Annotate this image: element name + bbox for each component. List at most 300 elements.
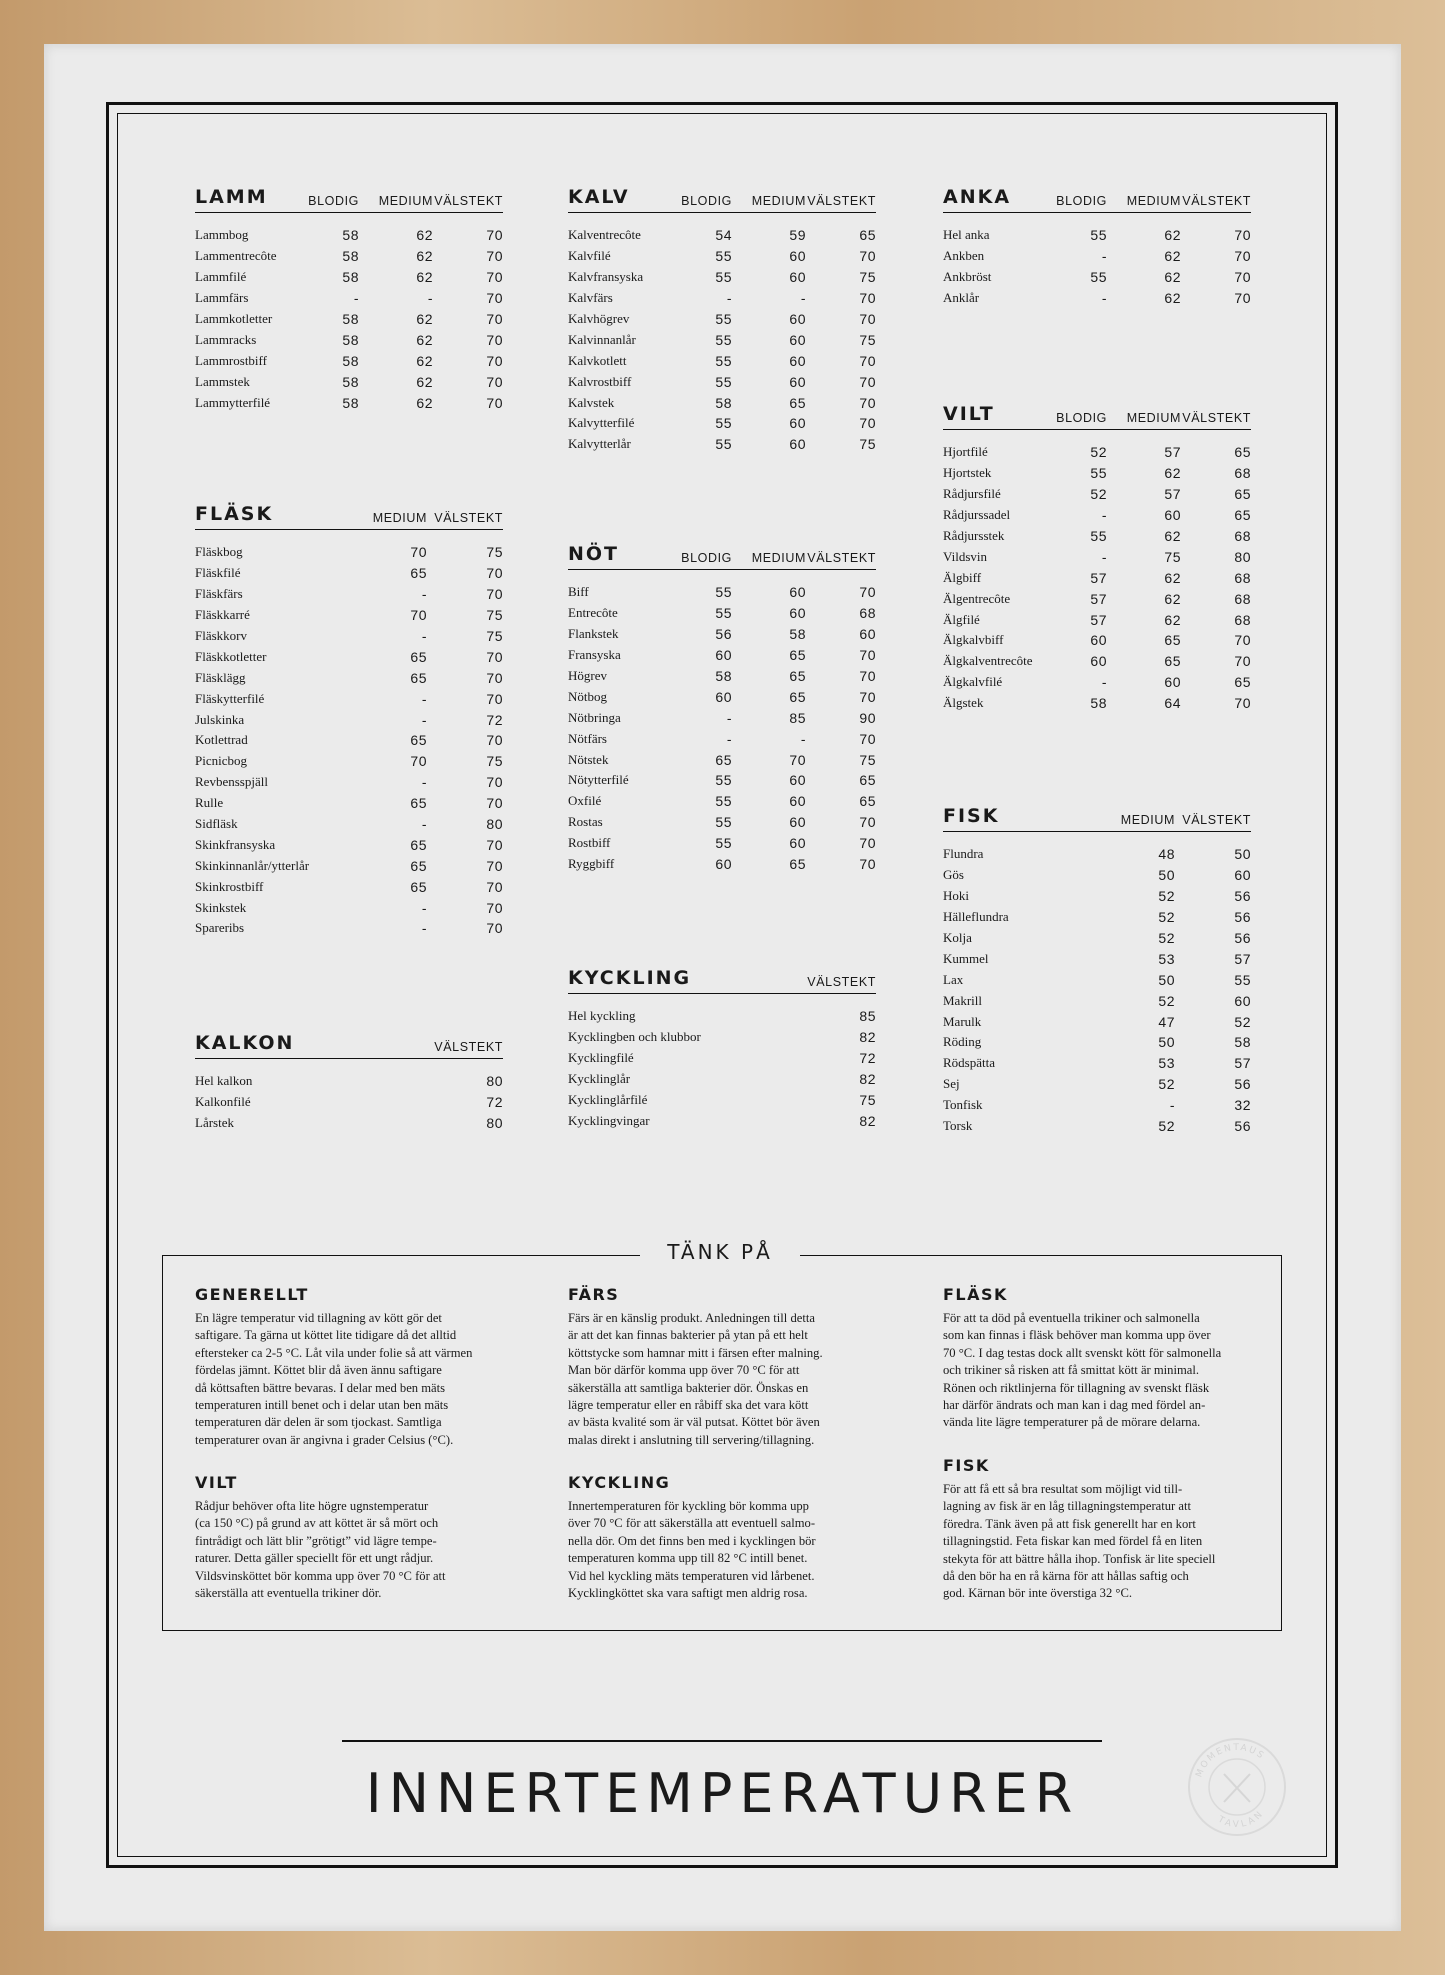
temperature-value: 75 <box>486 753 503 770</box>
note-line: säkerställa att eventuella trikiner dör. <box>195 1586 382 1601</box>
temperature-value: 62 <box>416 227 433 244</box>
table-row <box>568 833 876 854</box>
note-text <box>568 1310 878 1449</box>
temperature-value: 70 <box>859 248 876 265</box>
temperature-value: 70 <box>410 544 427 561</box>
temperature-value: 50 <box>1234 846 1251 863</box>
note-line: då den bör ha en rå kärna för att hållas saftig och <box>943 1569 1189 1584</box>
cut-name: Torsk <box>943 1118 973 1134</box>
table-title: KYCKLING <box>568 967 692 989</box>
cut-name: Kycklingfilé <box>568 1050 634 1066</box>
temperature-value: 58 <box>342 248 359 265</box>
table-header <box>195 1032 503 1059</box>
cut-name: Fläskytterfilé <box>195 690 265 706</box>
temperature-value: 65 <box>1234 674 1251 691</box>
note-line: säkerställa att samtliga bakterier dör. Önskas en <box>568 1380 809 1395</box>
note-generellt <box>195 1285 505 1449</box>
table-row <box>195 793 503 814</box>
temperature-value: 70 <box>1234 632 1251 649</box>
temperature-value: 55 <box>715 814 732 831</box>
table-header <box>568 543 876 570</box>
cut-name: Skinkinnanlår/ytterlår <box>195 857 310 873</box>
temperature-value: 47 <box>1158 1013 1175 1030</box>
note-line: fördelas jämnt. Köttet blir då även ännu saftigare <box>195 1363 442 1378</box>
temperature-value: 70 <box>486 899 503 916</box>
cut-name: Kalvfärs <box>568 290 613 306</box>
cut-name: Nötfärs <box>568 730 607 746</box>
temperature-value: 60 <box>789 269 806 286</box>
cut-name: Gös <box>943 867 964 883</box>
temperature-value: 60 <box>715 856 732 873</box>
temperature-value: 72 <box>486 711 503 728</box>
table-row <box>195 876 503 897</box>
cut-name: Kycklinglår <box>568 1071 631 1087</box>
table-row <box>195 814 503 835</box>
cut-name: Rostas <box>568 814 603 830</box>
table-row <box>943 1095 1251 1116</box>
cut-name: Kalvfilé <box>568 248 611 264</box>
temperature-value: 65 <box>410 878 427 895</box>
temperature-value: 60 <box>789 584 806 601</box>
temperature-value: 70 <box>486 795 503 812</box>
temperature-value: 80 <box>486 1073 503 1090</box>
temperature-value: 60 <box>789 311 806 327</box>
temperature-value: 57 <box>1234 1055 1251 1072</box>
table-row <box>943 225 1251 246</box>
cut-name: Rulle <box>195 795 224 811</box>
table-row <box>568 1069 876 1090</box>
cut-name: Oxfilé <box>568 793 602 809</box>
note-line: Vildsvinsköttet bör komma upp över 70 °C för att <box>195 1568 446 1583</box>
note-flask <box>943 1285 1253 1432</box>
temperature-value: 60 <box>789 415 806 432</box>
temperature-value: 65 <box>789 394 806 411</box>
temperature-value: - <box>427 290 433 307</box>
table-title: NÖT <box>568 543 620 565</box>
table-header <box>568 186 876 213</box>
cut-name: Kalvrostbiff <box>568 373 632 389</box>
temperature-value: - <box>726 709 732 726</box>
table-row <box>568 582 876 603</box>
note-text <box>568 1498 878 1602</box>
cut-name: Lammbog <box>195 227 249 243</box>
cut-name: Anklår <box>943 290 980 306</box>
table-row <box>195 1092 503 1113</box>
temperature-value: 70 <box>486 586 503 603</box>
temperature-value: 70 <box>486 648 503 665</box>
note-line: temperaturen komma upp till 82 °C intill benet. <box>568 1551 808 1566</box>
temperature-value: 70 <box>486 394 503 411</box>
temperature-value: 56 <box>1234 1076 1251 1093</box>
temperature-value: 70 <box>486 878 503 895</box>
temperature-value: 52 <box>1158 930 1175 946</box>
title-rule <box>342 1740 1102 1742</box>
temperature-value: 57 <box>1234 950 1251 967</box>
cut-name: Fläskkarré <box>195 607 250 623</box>
table-row <box>568 309 876 330</box>
temperature-value: 70 <box>859 688 876 705</box>
temperature-value: 60 <box>789 793 806 810</box>
table-row <box>195 350 503 371</box>
note-kyckling <box>568 1473 878 1602</box>
column-header: VÄLSTEKT <box>807 551 876 565</box>
cut-name: Fläskkotletter <box>195 648 267 664</box>
note-heading: GENERELLT <box>195 1285 309 1304</box>
temperature-value: 65 <box>1234 444 1251 461</box>
temperature-value: 65 <box>859 227 876 244</box>
cut-name: Nötbringa <box>568 709 621 725</box>
table-row <box>195 855 503 876</box>
temperature-value: 65 <box>789 688 806 705</box>
note-line: stekyta för att bättre hålla ihop. Tonfisk är lite speciell <box>943 1551 1216 1566</box>
temperature-value: 58 <box>342 311 359 327</box>
cut-name: Högrev <box>568 668 607 683</box>
temperature-value: 56 <box>715 626 732 643</box>
temperature-value: 53 <box>1158 950 1175 967</box>
temperature-value: 60 <box>789 835 806 852</box>
table-row <box>568 854 876 875</box>
cut-name: Lammfilé <box>195 269 247 285</box>
note-line: (ca 150 °C) på grund av att köttet är så mört och <box>195 1516 439 1531</box>
table-row <box>568 728 876 749</box>
table-row <box>943 442 1251 463</box>
column-header: MEDIUM <box>372 511 427 525</box>
temperature-value: 62 <box>416 248 433 265</box>
cut-name: Kalvytterfilé <box>568 415 635 431</box>
temperature-value: 60 <box>1090 632 1107 649</box>
table-row <box>568 1090 876 1111</box>
temperature-value: 52 <box>1158 1076 1175 1093</box>
temperature-value: 56 <box>1234 930 1251 946</box>
temperature-value: 52 <box>1158 992 1175 1009</box>
column-header: VÄLSTEKT <box>434 511 503 525</box>
temperature-value: 65 <box>410 836 427 853</box>
temperature-value: 62 <box>1164 227 1181 244</box>
temperature-value: 58 <box>342 269 359 286</box>
temperature-value: 85 <box>789 709 806 726</box>
table-title: KALV <box>568 186 630 208</box>
temperature-value: 55 <box>715 835 732 852</box>
temperature-value: 55 <box>1090 465 1107 482</box>
cut-name: Kolja <box>943 930 972 945</box>
table-lamm <box>195 186 503 413</box>
temperature-value: 55 <box>715 415 732 432</box>
table-not <box>568 543 876 874</box>
note-line: över 70 °C för att säkerställa att eventuell salmo- <box>568 1516 816 1531</box>
temperature-value: 70 <box>1234 227 1251 244</box>
table-row <box>195 626 503 647</box>
cut-name: Tonfisk <box>943 1097 983 1113</box>
temperature-value: 70 <box>486 857 503 874</box>
cut-name: Lårstek <box>195 1115 234 1131</box>
note-line: eftersteker ca 2-5 °C. Låt vila under folie så att värmen <box>195 1345 473 1360</box>
cut-name: Älgkalventrecôte <box>943 653 1033 669</box>
temperature-value: 52 <box>1158 909 1175 926</box>
table-row <box>568 225 876 246</box>
note-heading: FISK <box>943 1456 990 1475</box>
temperature-value: 55 <box>715 436 732 453</box>
temperature-value: 52 <box>1158 1118 1175 1135</box>
cut-name: Fläskfilé <box>195 565 241 581</box>
temperature-value: 68 <box>859 605 876 622</box>
temperature-value: 80 <box>1234 548 1251 565</box>
temperature-value: 58 <box>342 227 359 244</box>
cut-name: Rådjursfilé <box>943 486 1001 502</box>
note-line: Rönen och riktlinjerna för tillagning av svenskt fläsk <box>943 1380 1210 1395</box>
temperature-value: - <box>421 690 427 707</box>
temperature-value: 52 <box>1090 444 1107 461</box>
temperature-value: 62 <box>1164 269 1181 286</box>
table-row <box>195 225 503 246</box>
table-row <box>943 693 1251 714</box>
table-row <box>943 1032 1251 1053</box>
temperature-value: 62 <box>1164 528 1181 544</box>
note-fisk <box>943 1456 1253 1603</box>
temperature-value: 65 <box>1164 632 1181 649</box>
temperature-value: 68 <box>1234 465 1251 482</box>
table-header <box>195 503 503 530</box>
temperature-value: 62 <box>416 311 433 327</box>
temperature-value: 55 <box>1090 528 1107 544</box>
table-row <box>195 267 503 288</box>
cut-name: Rödspätta <box>943 1055 995 1071</box>
temperature-value: 65 <box>410 857 427 874</box>
temperature-value: 65 <box>410 732 427 749</box>
cut-name: Ankbröst <box>943 269 992 285</box>
cut-name: Nötytterfilé <box>568 772 629 788</box>
temperature-value: 56 <box>1234 1118 1251 1135</box>
table-row <box>195 709 503 730</box>
temperature-value: 60 <box>789 605 806 622</box>
temperature-value: 70 <box>486 227 503 244</box>
note-line: temperaturen där delen är som tjockast. Samtliga <box>195 1415 442 1430</box>
table-row <box>568 1048 876 1069</box>
column-header: BLODIG <box>1056 411 1107 425</box>
temperature-value: 70 <box>859 814 876 831</box>
temperature-value: 65 <box>1234 507 1251 524</box>
table-row <box>568 770 876 791</box>
cut-name: Sej <box>943 1076 960 1092</box>
note-line: fintrådigt och lätt blir ”grötigt” vid lägre tempe- <box>195 1533 437 1548</box>
temperature-value: 52 <box>1090 486 1107 503</box>
cut-name: Vildsvin <box>943 548 988 564</box>
temperature-value: 50 <box>1158 1034 1175 1051</box>
temperature-value: 70 <box>859 352 876 369</box>
cut-name: Hel anka <box>943 227 990 243</box>
temperature-value: 62 <box>1164 611 1181 628</box>
table-row <box>195 667 503 688</box>
table-flask <box>195 503 503 939</box>
table-row <box>943 267 1251 288</box>
temperature-value: 70 <box>859 311 876 327</box>
table-row <box>568 812 876 833</box>
cut-name: Lammracks <box>195 331 257 347</box>
temperature-value: 65 <box>1164 653 1181 670</box>
temperature-value: 58 <box>789 626 806 643</box>
temperature-value: 62 <box>416 331 433 348</box>
temperature-value: 64 <box>1164 695 1181 712</box>
temperature-value: 65 <box>789 647 806 664</box>
table-row <box>943 948 1251 969</box>
table-header <box>943 805 1251 832</box>
temperature-value: 70 <box>859 373 876 390</box>
table-row <box>568 1110 876 1131</box>
temperature-value: - <box>421 816 427 833</box>
column-header: VÄLSTEKT <box>1182 194 1251 208</box>
table-row <box>568 1006 876 1027</box>
temperature-value: 55 <box>715 269 732 286</box>
temperature-value: 70 <box>486 248 503 265</box>
temperature-value: 58 <box>342 394 359 411</box>
note-line: god. Kärnan bör inte överstiga 32 °C. <box>943 1586 1133 1601</box>
cut-name: Makrill <box>943 992 982 1008</box>
cut-name: Kalvinnanlår <box>568 331 636 347</box>
table-row <box>568 686 876 707</box>
temperature-value: - <box>1101 507 1107 524</box>
temperature-value: 82 <box>859 1112 876 1129</box>
table-row <box>568 707 876 728</box>
table-row <box>943 969 1251 990</box>
temperature-value: 70 <box>410 753 427 770</box>
temperature-value: 70 <box>410 607 427 624</box>
note-line: Man bör därför komma upp över 70 °C för att <box>568 1363 800 1378</box>
table-row <box>943 505 1251 526</box>
cut-name: Lammstek <box>195 373 250 389</box>
temperature-value: 60 <box>789 331 806 348</box>
temperature-value: - <box>421 899 427 916</box>
temperature-value: 60 <box>789 352 806 369</box>
note-line: saftigare. Ta gärna ut köttet lite tidigare då det alltid <box>195 1328 457 1343</box>
temperature-value: 70 <box>859 415 876 432</box>
table-row <box>195 730 503 751</box>
table-row <box>943 1074 1251 1095</box>
poster-title: INNERTEMPERATURER <box>365 1762 1080 1825</box>
cut-name: Älgentrecôte <box>943 590 1011 606</box>
cut-name: Kotlettrad <box>195 732 248 748</box>
table-row <box>568 624 876 645</box>
table-row <box>943 246 1251 267</box>
table-row <box>943 886 1251 907</box>
column-header: MEDIUM <box>1126 411 1181 425</box>
cut-name: Älgstek <box>943 695 984 711</box>
cut-name: Älgbiff <box>943 569 982 585</box>
temperature-value: 60 <box>1234 992 1251 1009</box>
temperature-value: 57 <box>1090 590 1107 607</box>
cut-name: Hel kalkon <box>195 1073 253 1089</box>
temperature-value: 55 <box>715 793 732 810</box>
temperature-value: 70 <box>859 584 876 601</box>
cut-name: Skinkrostbiff <box>195 878 264 894</box>
note-heading: VILT <box>195 1473 238 1492</box>
temperature-value: 56 <box>1234 909 1251 926</box>
table-row <box>568 749 876 770</box>
table-row <box>195 605 503 626</box>
temperature-value: 70 <box>1234 290 1251 307</box>
temperature-value: 60 <box>789 436 806 453</box>
temperature-value: 55 <box>715 331 732 348</box>
cut-name: Ankben <box>943 248 985 264</box>
temperature-value: 80 <box>486 1115 503 1132</box>
temperature-value: 70 <box>859 856 876 873</box>
temperature-value: 70 <box>1234 653 1251 670</box>
temperature-value: 70 <box>1234 269 1251 286</box>
table-row <box>943 844 1251 865</box>
temperature-value: 62 <box>416 394 433 411</box>
table-kalv <box>568 186 876 455</box>
table-row <box>943 1053 1251 1074</box>
cut-name: Nötbog <box>568 688 607 704</box>
cut-name: Kalkonfilé <box>195 1094 251 1110</box>
note-heading: FLÄSK <box>943 1285 1008 1304</box>
cut-name: Nötstek <box>568 751 609 767</box>
temperature-value: 75 <box>859 269 876 286</box>
note-text <box>195 1310 505 1449</box>
note-heading: FÄRS <box>568 1285 620 1304</box>
temperature-value: 65 <box>410 795 427 812</box>
temperature-value: 80 <box>486 816 503 833</box>
temperature-value: 58 <box>1090 695 1107 712</box>
table-row <box>943 672 1251 693</box>
temperature-value: 82 <box>859 1029 876 1046</box>
temperature-value: 52 <box>1234 1013 1251 1030</box>
note-line: För att få ett så bra resultat som möjligt vid till- <box>943 1482 1183 1496</box>
temperature-value: 65 <box>410 648 427 665</box>
table-row <box>568 413 876 434</box>
table-row <box>568 645 876 666</box>
table-row <box>943 651 1251 672</box>
note-line: har därför ändrats och man kan i dag med fördel an- <box>943 1398 1206 1413</box>
note-line: Innertemperaturen för kyckling bör komma upp <box>568 1499 809 1513</box>
cut-name: Lammfärs <box>195 290 249 306</box>
note-line: lägre temperatur eller en råbiff ska det vara kött <box>568 1398 809 1413</box>
temperature-value: 62 <box>1164 590 1181 607</box>
temperature-value: - <box>1101 290 1107 307</box>
temperature-value: 57 <box>1164 486 1181 503</box>
column-header: BLODIG <box>1056 194 1107 208</box>
column-header: VÄLSTEKT <box>807 194 876 208</box>
column-header: MEDIUM <box>1126 194 1181 208</box>
table-row <box>195 897 503 918</box>
temperature-value: 62 <box>416 269 433 286</box>
table-row <box>195 329 503 350</box>
temperature-value: 54 <box>715 227 732 244</box>
note-heading: KYCKLING <box>568 1473 671 1492</box>
cut-name: Kalvkotlett <box>568 352 627 368</box>
temperature-value: 70 <box>859 394 876 411</box>
table-row <box>943 567 1251 588</box>
note-text <box>195 1498 505 1602</box>
cut-name: Flundra <box>943 846 984 862</box>
note-line: och trikiner så risken att få smittat kött är minimal. <box>943 1363 1200 1378</box>
note-line: Vid hel kyckling mäts temperaturen vid lårbenet. <box>568 1568 815 1583</box>
table-row <box>195 309 503 330</box>
temperature-value: 58 <box>342 373 359 390</box>
table-row <box>943 463 1251 484</box>
table-row <box>943 1011 1251 1032</box>
column-header: MEDIUM <box>751 551 806 565</box>
temperature-value: 65 <box>859 772 876 789</box>
temperature-value: 70 <box>486 269 503 286</box>
temperature-value: - <box>800 730 806 747</box>
temperature-value: 55 <box>715 373 732 390</box>
temperature-value: 55 <box>715 248 732 265</box>
temperature-value: 60 <box>789 814 806 831</box>
temperature-value: 70 <box>859 668 876 684</box>
column-header: VÄLSTEKT <box>434 194 503 208</box>
temperature-value: 65 <box>1234 486 1251 503</box>
temperature-value: 70 <box>859 835 876 852</box>
table-row <box>195 392 503 413</box>
